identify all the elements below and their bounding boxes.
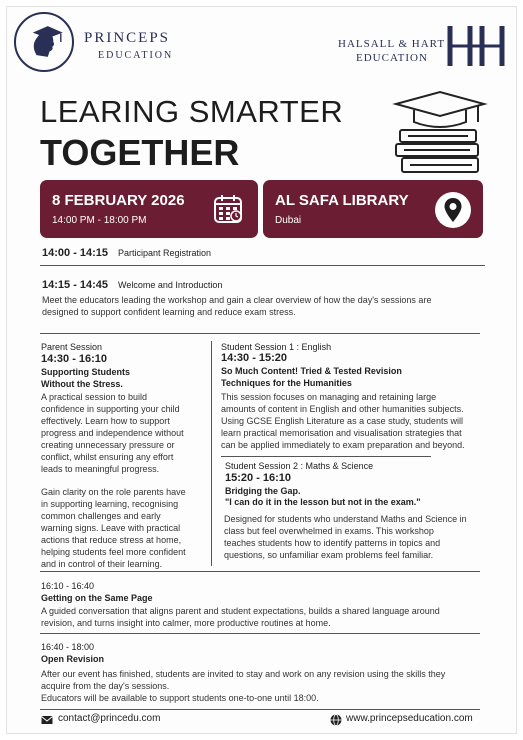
divider bbox=[40, 633, 480, 634]
parent-para1-line3: effectively. Learn how to support bbox=[41, 416, 170, 426]
parent-para2-line4: warning signs. Leave with practical bbox=[41, 523, 181, 533]
parent-para2-line6: helping students feel more confident bbox=[41, 547, 186, 557]
open-revision-desc-line3: Educators will be available to support students one-to-one until 18:00. bbox=[41, 693, 319, 703]
title-line2: TOGETHER bbox=[40, 132, 240, 173]
maths-para-line2: class but feel overwhelmed in exams. This workshop bbox=[224, 526, 434, 536]
parent-para1-line2: confidence in supporting your child bbox=[41, 404, 180, 414]
open-revision-desc-line1: After our event has finished, students are invited to stay and work on any revision using the skills they bbox=[41, 669, 446, 679]
venue-banner bbox=[263, 180, 483, 238]
parent-para1-line5: creating unnecessary pressure or bbox=[41, 440, 175, 450]
welcome-time: 14:15 - 14:45 bbox=[42, 279, 109, 291]
parent-para1-line1: A practical session to build bbox=[41, 392, 148, 402]
right-brand-name: HALSALL & HART bbox=[338, 38, 446, 50]
registration-label: Participant Registration bbox=[118, 248, 212, 258]
same-page-label: Getting on the Same Page bbox=[41, 593, 153, 603]
open-revision-label: Open Revision bbox=[41, 654, 105, 664]
event-time: 14:00 PM - 18:00 PM bbox=[52, 215, 147, 226]
maths-para-line4: questions, so unfamiliar exam problems feel familiar. bbox=[224, 550, 434, 560]
parent-para1-line7: leads to meaningful progress. bbox=[41, 464, 160, 474]
same-page-time: 16:10 - 16:40 bbox=[41, 581, 95, 591]
parent-session-time: 14:30 - 16:10 bbox=[41, 353, 108, 365]
english-para-line5: can be applied immediately to exam preparation and beyond. bbox=[221, 440, 465, 450]
footer-website[interactable]: www.princepseducation.com bbox=[346, 713, 473, 724]
footer-email[interactable]: contact@princedu.com bbox=[58, 713, 161, 724]
same-page-desc-line2: revision, and turns insight into calmer, more productive routines at home. bbox=[41, 618, 331, 628]
english-session-title-line2: Techniques for the Humanities bbox=[221, 378, 352, 388]
left-brand-name: PRINCEPS bbox=[84, 30, 171, 46]
divider bbox=[40, 265, 485, 266]
title-line1: LEARING SMARTER bbox=[40, 94, 344, 129]
maths-para-line3: teaches students how to identify patterns in topics and bbox=[224, 538, 441, 548]
divider bbox=[40, 571, 480, 572]
english-para-line1: This session focuses on managing and retaining large bbox=[221, 392, 437, 402]
maths-session-title-line2: "I can do it in the lesson but not in the exam." bbox=[225, 497, 421, 507]
parent-session-title-line2: Without the Stress. bbox=[41, 379, 123, 389]
halsall-hart-monogram-icon bbox=[442, 22, 510, 70]
left-brand-sub: EDUCATION bbox=[98, 50, 174, 61]
open-revision-time: 16:40 - 18:00 bbox=[41, 642, 95, 652]
welcome-desc-line1: Meet the educators leading the workshop and gain a clear overview of how the day's sessions are bbox=[42, 295, 432, 305]
welcome-desc-line2: designed to support confident learning and reduce exam stress. bbox=[42, 307, 296, 317]
same-page-desc-line1: A guided conversation that aligns parent and student expectations, builds a shared language around bbox=[41, 606, 440, 616]
parent-para1-line6: conflict, whilst ensuring any effort bbox=[41, 452, 174, 462]
divider bbox=[40, 709, 480, 710]
books-graduation-cap-icon bbox=[388, 88, 488, 180]
parent-session-title-line1: Supporting Students bbox=[41, 367, 130, 377]
column-divider bbox=[211, 341, 212, 566]
calendar-icon bbox=[212, 193, 244, 225]
parent-para2-line2: in supporting learning, recognising bbox=[41, 499, 179, 509]
maths-session-title-line1: Bridging the Gap. bbox=[225, 486, 301, 496]
english-para-line2: amounts of content in English and other humanities subjects. bbox=[221, 404, 464, 414]
parent-session-tag: Parent Session bbox=[41, 342, 103, 352]
parent-para2-line7: and in control of their learning. bbox=[41, 559, 163, 569]
email-icon bbox=[41, 714, 53, 726]
welcome-label: Welcome and Introduction bbox=[118, 280, 223, 290]
english-session-tag: Student Session 1 : English bbox=[221, 342, 332, 352]
english-para-line3: Using GCSE English Literature as a case study, students will bbox=[221, 416, 463, 426]
english-para-line4: learn practical memorisation and visualisation strategies that bbox=[221, 428, 462, 438]
maths-session-tag: Student Session 2 : Maths & Science bbox=[225, 461, 374, 471]
divider bbox=[40, 333, 480, 334]
parent-para2-line3: common challenges and early bbox=[41, 511, 161, 521]
venue-city: Dubai bbox=[275, 215, 302, 226]
registration-time: 14:00 - 14:15 bbox=[42, 247, 109, 259]
maths-para-line1: Designed for students who understand Maths and Science in bbox=[224, 514, 467, 524]
parent-para2-line1: Gain clarity on the role parents have bbox=[41, 487, 186, 497]
event-date: 8 FEBRUARY 2026 bbox=[52, 192, 185, 209]
open-revision-desc-line2: acquire from the day's sessions. bbox=[41, 681, 170, 691]
english-session-time: 14:30 - 15:20 bbox=[221, 352, 288, 364]
english-session-title-line1: So Much Content! Tried & Tested Revision bbox=[221, 366, 402, 376]
right-brand-sub: EDUCATION bbox=[356, 52, 428, 64]
divider bbox=[221, 456, 431, 457]
parent-para1-line4: progress and independence without bbox=[41, 428, 184, 438]
maths-session-time: 15:20 - 16:10 bbox=[225, 472, 292, 484]
princeps-logo-icon bbox=[14, 12, 74, 72]
globe-icon bbox=[330, 714, 342, 726]
date-banner bbox=[40, 180, 258, 238]
location-pin-icon bbox=[435, 192, 471, 228]
parent-para2-line5: actions that reduce stress at home, bbox=[41, 535, 182, 545]
venue-name: AL SAFA LIBRARY bbox=[275, 192, 409, 209]
